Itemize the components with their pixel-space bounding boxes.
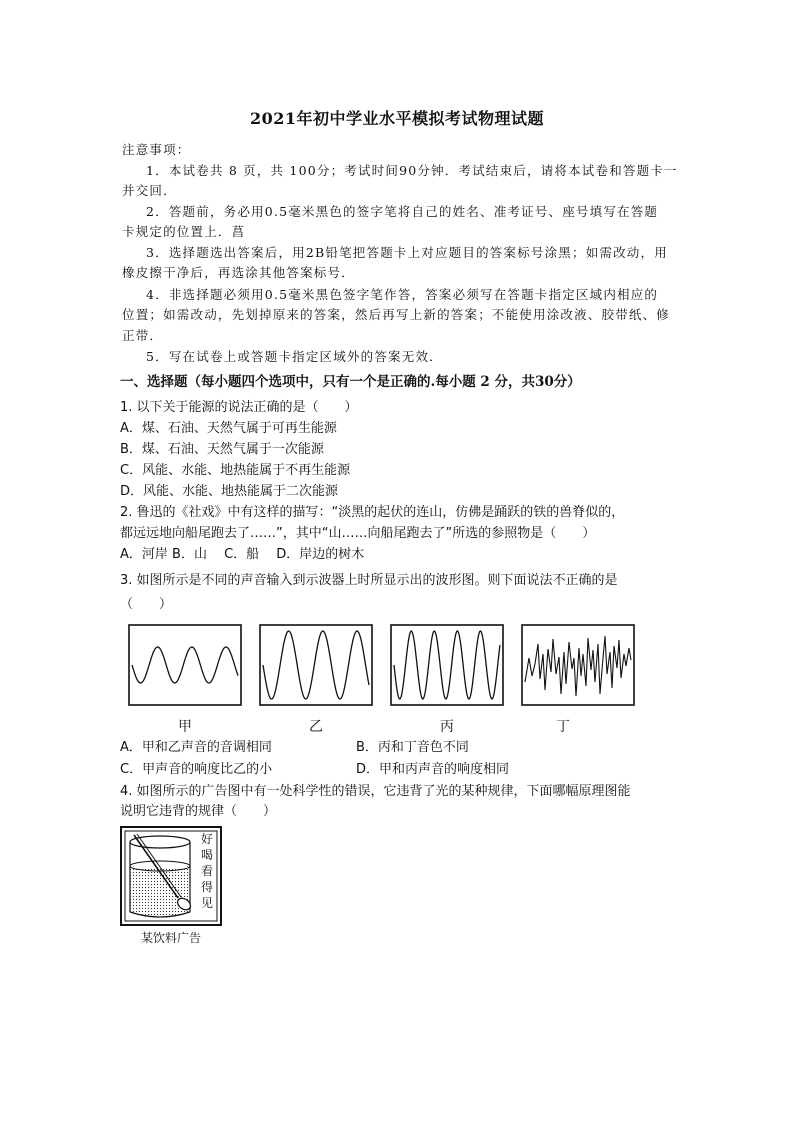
question-2-stem: 都远远地向船尾跑去了……”，其中“山……向船尾跑去了”所选的参照物是（ ） [120,526,596,541]
notice-line: 卡规定的位置上．菖 [122,224,246,239]
question-1-option: B．煤、石油、天然气属于一次能源 [120,442,324,457]
waveform-yi [259,624,373,706]
waveform-label: 丁 [556,719,570,735]
question-3-stem: （ ） [120,597,173,612]
ad-text-char: 好 [200,832,213,846]
waveform-bing [390,624,504,706]
question-4-stem: 4. 如图所示的广告图中有一处科学性的错误，它违背了光的某种规律，下面哪幅原理图能 [120,784,631,799]
notice-line: 1．本试卷共 8 页，共 100分；考试时间90分钟．考试结束后，请将本试卷和答题卡一 [146,163,678,178]
question-3-stem: 3. 如图所示是不同的声音输入到示波器上时所显示出的波形图。则下面说法不正确的是 [120,573,618,588]
waveform-label: 乙 [309,719,323,735]
waveform-ding [521,624,635,706]
ad-text-char: 看 [200,864,213,878]
question-3-option: B．丙和丁音色不同 [356,740,469,755]
notice-heading: 注意事项： [122,142,191,157]
notice-line: 2．答题前，务必用0.5毫米黑色的签字笔将自己的姓名、准考证号、座号填写在答题 [146,204,659,219]
question-3-option: C．甲声音的响度比乙的小 [120,762,273,777]
section-heading: 一、选择题（每小题四个选项中，只有一个是正确的.每小题 2 分，共30分） [120,374,581,390]
notice-line: 位置；如需改动，先划掉原来的答案，然后再写上新的答案；不能使用涂改液、胶带纸、修 [122,307,671,322]
exam-title: 2021年初中学业水平模拟考试物理试题 [249,109,545,128]
question-1-option: C．风能、水能、地热能属于不再生能源 [120,463,351,478]
notice-line: 正带． [122,328,164,343]
ad-text-char: 得 [200,880,213,894]
notice-line: 并交回． [122,183,177,198]
question-3-option: A．甲和乙声音的音调相同 [120,740,272,755]
notice-line: 5．写在试卷上或答题卡指定区域外的答案无效． [146,349,443,364]
ad-caption: 某饮料广告 [140,931,201,945]
question-1-option: A．煤、石油、天然气属于可再生能源 [120,421,337,436]
notice-line: 橡皮擦干净后，再选涂其他答案标号． [122,265,355,280]
waveform-label: 丙 [440,719,454,735]
notice-line: 4．非选择题必须用0.5毫米黑色签字笔作答，答案必须写在答题卡指定区域内相应的 [146,287,659,302]
question-2-stem: 2. 鲁迅的《社戏》中有这样的描写：“淡黑的起伏的连山，仿佛是踊跃的铁的兽脊似的， [120,505,625,520]
waveform-jia [128,624,242,706]
question-1-stem: 1. 以下关于能源的说法正确的是（ ） [120,400,358,415]
notice-line: 3．选择题选出答案后，用2B铅笔把答题卡上对应题目的答案标号涂黑；如需改动，用 [146,245,668,260]
question-1-option: D．风能、水能、地热能属于二次能源 [120,484,339,499]
question-3-option: D．甲和丙声音的响度相同 [356,762,510,777]
question-4-stem: 说明它违背的规律（ ） [120,804,277,819]
ad-text-char: 喝 [200,848,213,862]
question-2-options: A．河岸 B．山 C．船 D．岸边的树木 [120,547,365,562]
ad-text-char: 见 [200,896,213,910]
waveform-label: 甲 [178,719,192,735]
